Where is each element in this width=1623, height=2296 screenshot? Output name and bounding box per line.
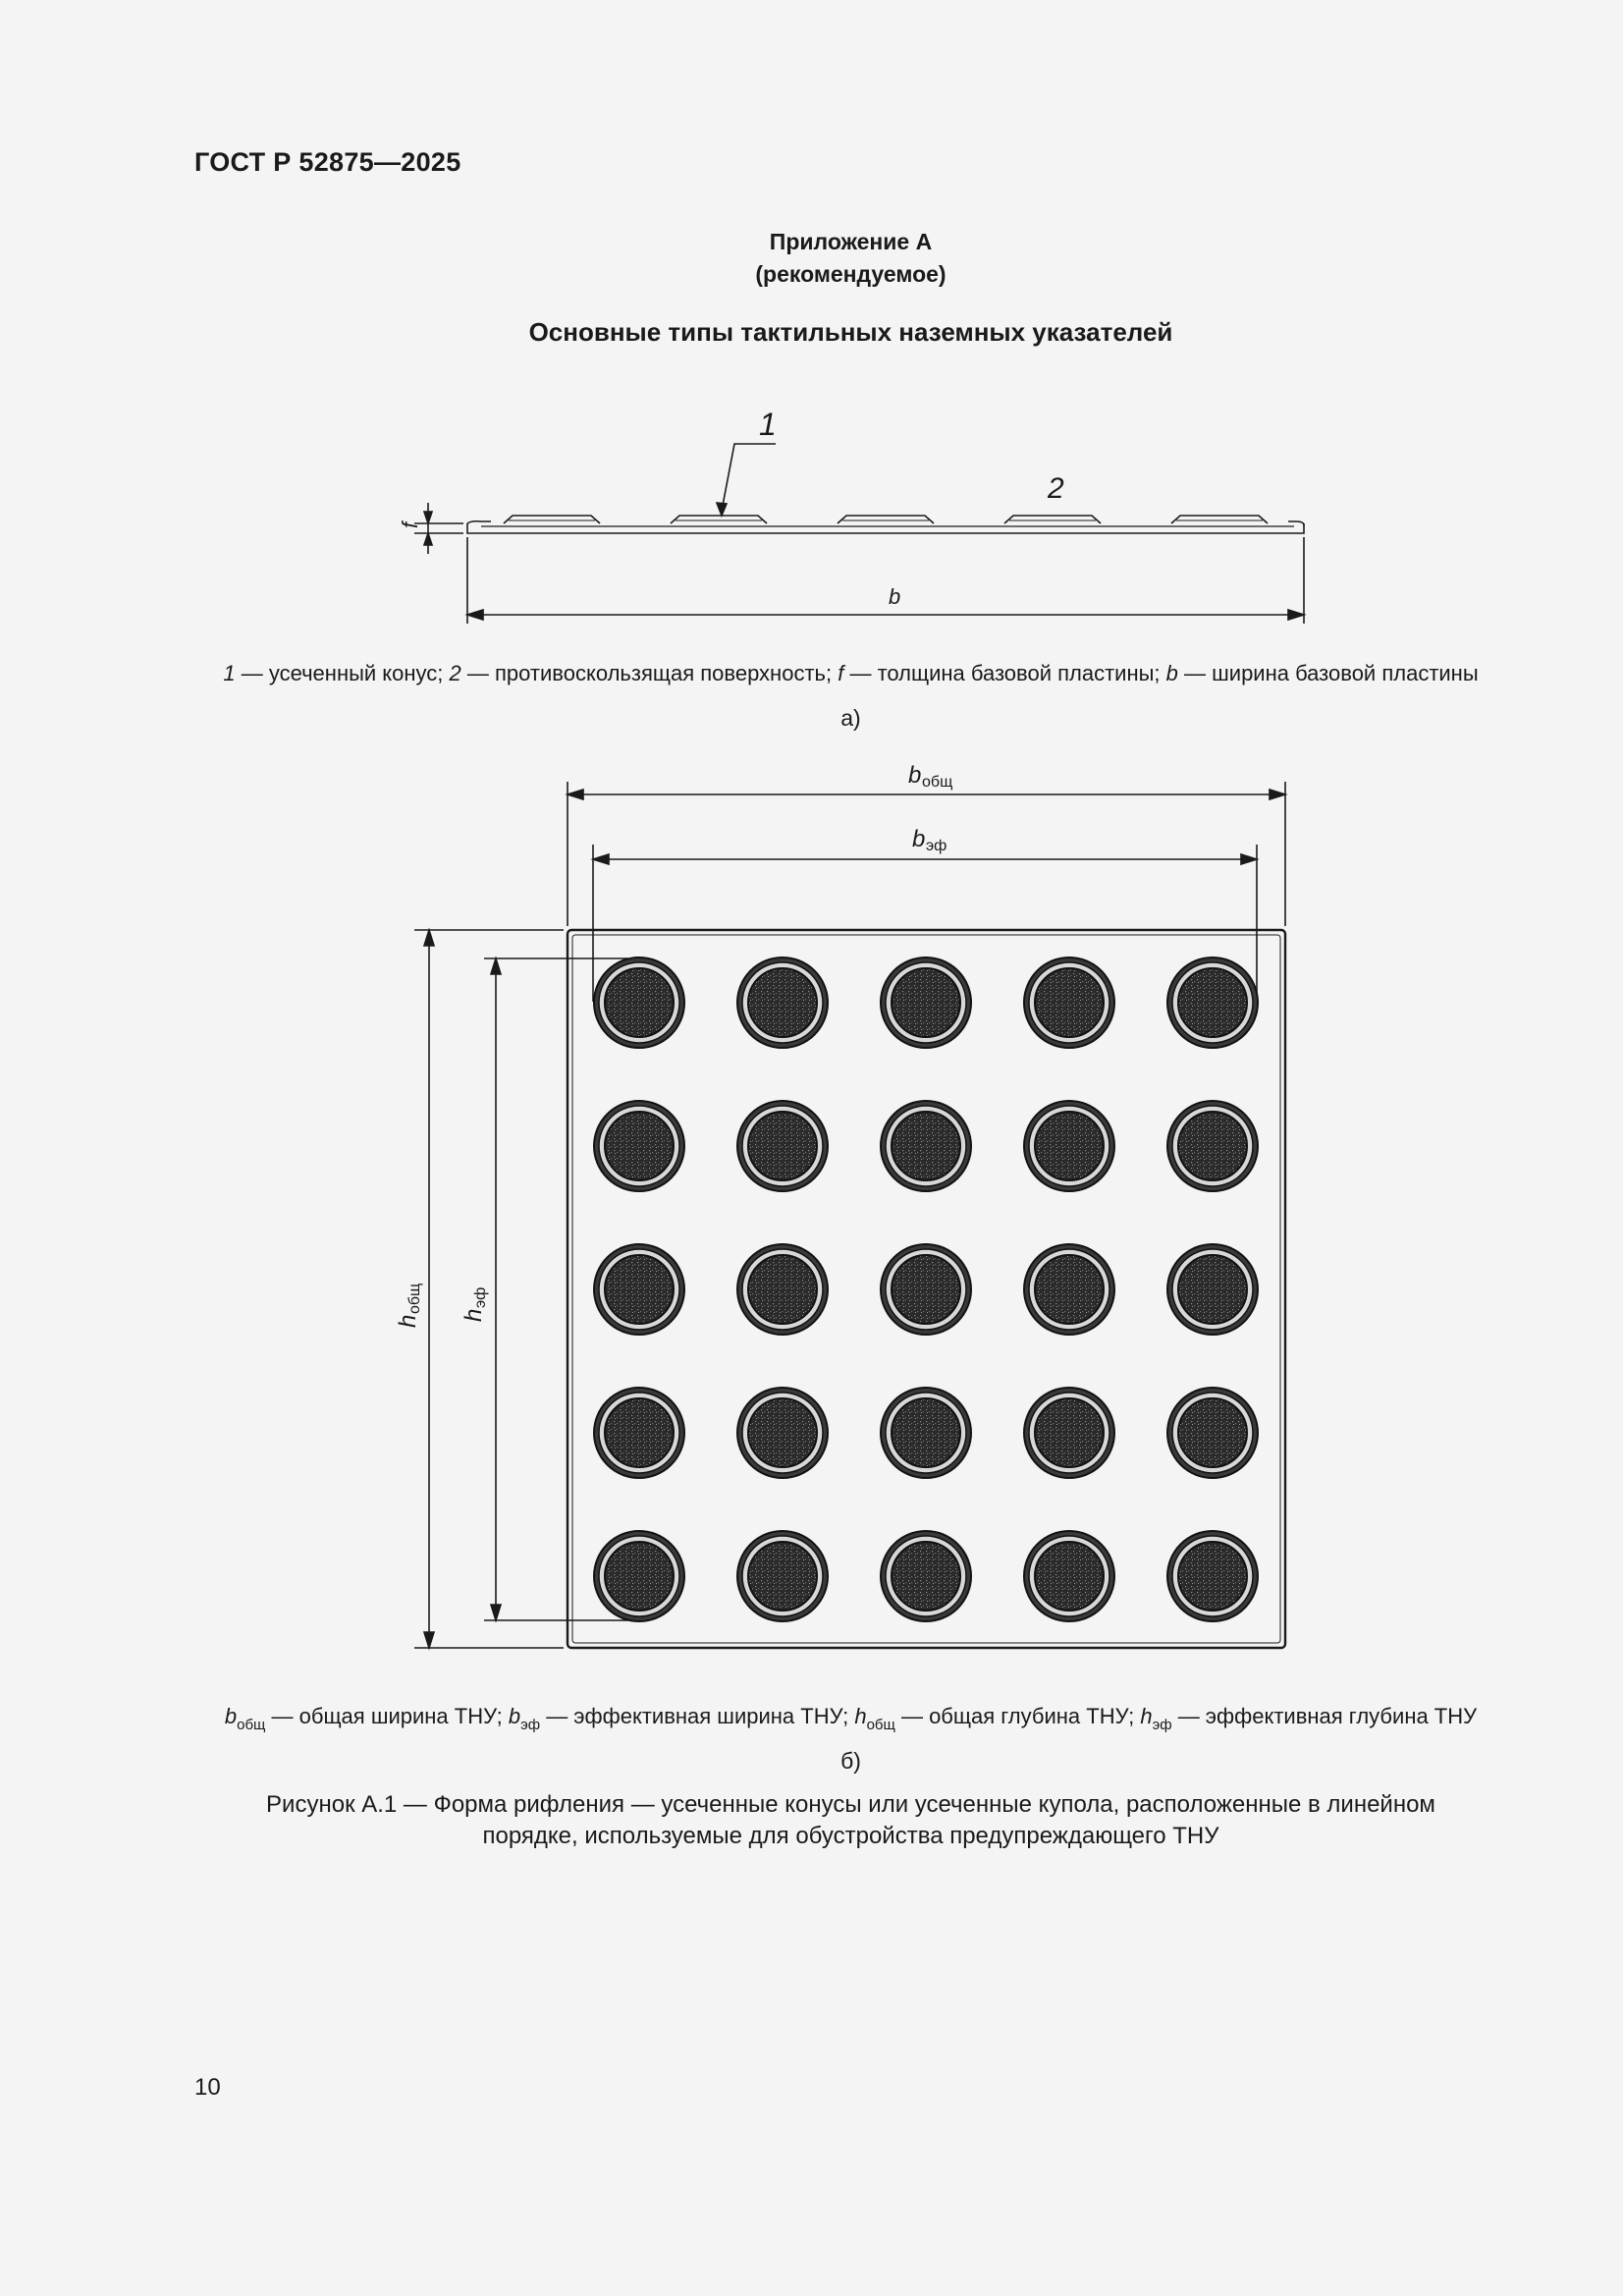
- truncated-cone: [881, 957, 971, 1048]
- truncated-cone: [594, 1244, 684, 1335]
- truncated-cone: [1024, 957, 1114, 1048]
- legend-a-text-2: — противоскользящая поверхность;: [460, 661, 839, 685]
- dim-b-eff-sub: эф: [926, 838, 947, 854]
- figure-caption-line-1: Рисунок А.1 — Форма рифления — усеченные конусы или усеченные купола, расположенные в линейном: [266, 1791, 1435, 1818]
- truncated-cone: [881, 1388, 971, 1478]
- legend-b-text-3: — общая глубина ТНУ;: [894, 1704, 1141, 1728]
- legend-b-sym-2: b: [508, 1704, 521, 1728]
- truncated-cone: [881, 1531, 971, 1621]
- truncated-cone: [737, 1101, 828, 1191]
- truncated-cone: [1024, 1101, 1114, 1191]
- truncated-cone: [1167, 1388, 1258, 1478]
- legend-a-key-2: 2: [449, 661, 461, 685]
- figure-a-label: а): [840, 705, 861, 731]
- legend-b-sym-1: b: [224, 1704, 238, 1728]
- dim-h-eff-symbol: h: [460, 1308, 487, 1322]
- legend-b-sub-1: общ: [237, 1717, 266, 1733]
- legend-b-text-1: — общая ширина ТНУ;: [265, 1704, 509, 1728]
- dome-grid: [594, 957, 1258, 1621]
- document-header: ГОСТ Р 52875—2025: [194, 147, 461, 177]
- truncated-cone: [1167, 1244, 1258, 1335]
- truncated-cone: [594, 1101, 684, 1191]
- legend-b-sym-3: h: [854, 1704, 867, 1728]
- legend-b-sub-4: эф: [1152, 1717, 1172, 1733]
- dim-f-label: f: [398, 521, 422, 528]
- legend-a-text-1: — усеченный конус;: [235, 661, 450, 685]
- legend-a-text-4: — ширина базовой пластины: [1177, 661, 1479, 685]
- truncated-cone: [737, 957, 828, 1048]
- truncated-cone: [594, 957, 684, 1048]
- legend-b-sub-2: эф: [520, 1717, 541, 1733]
- truncated-cone: [881, 1101, 971, 1191]
- truncated-cone: [594, 1388, 684, 1478]
- truncated-cone: [1024, 1244, 1114, 1335]
- truncated-cone: [737, 1244, 828, 1335]
- truncated-cone: [1167, 1101, 1258, 1191]
- section-title: Основные типы тактильных наземных указателей: [528, 317, 1173, 347]
- truncated-cone: [737, 1531, 828, 1621]
- truncated-cone: [737, 1388, 828, 1478]
- dim-b-total-sub: общ: [922, 774, 953, 791]
- dim-h-total-symbol: h: [395, 1314, 421, 1328]
- truncated-cone: [594, 1531, 684, 1621]
- figure-b-label: б): [840, 1748, 861, 1774]
- legend-a-key-1: 1: [223, 661, 236, 685]
- callout-2-label: 2: [1048, 472, 1064, 505]
- legend-b-text-2: — эффективная ширина ТНУ;: [540, 1704, 855, 1728]
- dim-h-total-sub: общ: [406, 1283, 423, 1314]
- dim-b-total-symbol: b: [908, 762, 922, 789]
- legend-b-text-4: — эффективная глубина ТНУ: [1171, 1704, 1478, 1728]
- legend-a-key-3: f: [838, 661, 844, 685]
- figure-caption: [196, 1789, 1505, 1852]
- dim-b-label: b: [889, 584, 901, 609]
- figure-caption-line-2: порядке, используемые для обустройства предупреждающего ТНУ: [482, 1823, 1219, 1849]
- legend-b-sub-3: общ: [866, 1717, 895, 1733]
- figure-b-legend: [98, 1704, 1603, 1733]
- dim-h-eff-sub: эф: [472, 1286, 489, 1308]
- truncated-cone: [1167, 1531, 1258, 1621]
- truncated-cone: [1167, 957, 1258, 1048]
- dim-b-eff-symbol: b: [912, 826, 926, 852]
- appendix-status: (рекомендуемое): [755, 261, 947, 287]
- truncated-cone: [1024, 1388, 1114, 1478]
- page-number: 10: [194, 2074, 221, 2101]
- truncated-cone: [1024, 1531, 1114, 1621]
- legend-a-text-3: — толщина базовой пластины;: [843, 661, 1166, 685]
- legend-a-key-4: b: [1165, 661, 1178, 685]
- appendix-title: Приложение А: [769, 229, 933, 254]
- callout-1-label: 1: [759, 407, 777, 442]
- truncated-cone: [881, 1244, 971, 1335]
- legend-b-sym-4: h: [1140, 1704, 1153, 1728]
